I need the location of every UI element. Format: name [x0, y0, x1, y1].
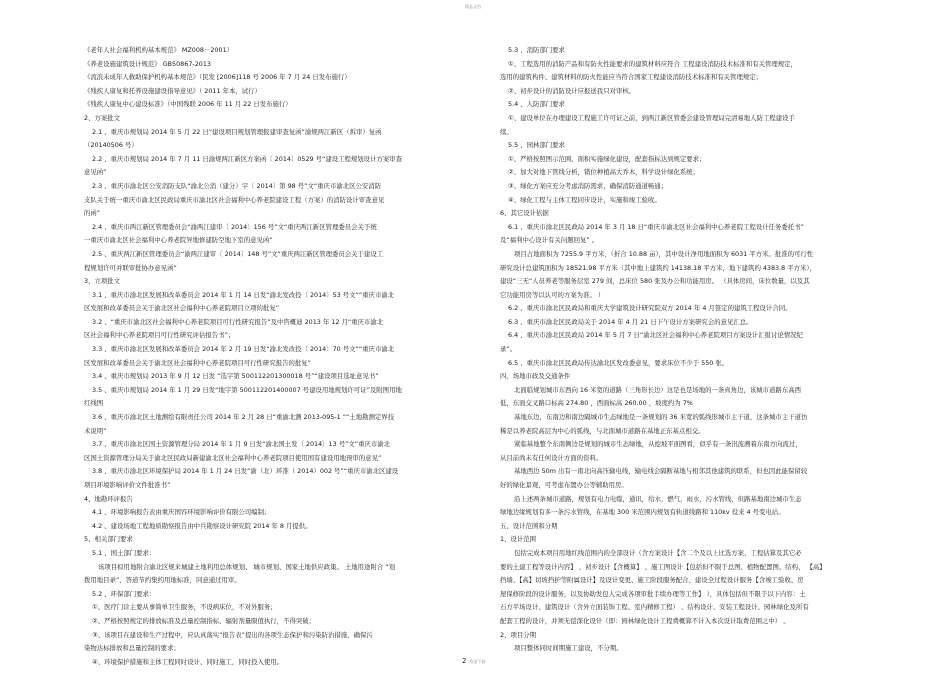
text-line: 它功能用房等以认可的方案为准。 ）	[500, 290, 605, 299]
text-line: 1、设计范围	[500, 535, 537, 544]
text-line: 6.2 、重庆市渝北区民政局和重庆大学建筑设计研究院双方 2014 年 4 月签定的建筑工程设计合同。	[508, 304, 792, 313]
text-line: 从目前尚未有任何设计方面的资料。	[500, 453, 603, 462]
text-line: 要的土建工程等设计内容】 、初步设计【含概算】 、施工图设计【包括但不限于总图、植物配置图、结构、 【高】	[500, 562, 826, 571]
text-line: 北面临规划城市东西向 16 米宽的道路（三角形长边）这是也是场地的一条真角边，该城市道路东高西	[514, 385, 801, 394]
text-line: 支队关于统一重庆市渝北区民政局重庆市渝北区社会福利中心养老院建设工程（方案）的消防设计审查意见	[84, 195, 385, 204]
text-line: 6.3 、重庆市渝北区民政局关于 2014 年 4 月 21 日下午设计方案研究会的意见汇总。	[508, 317, 753, 326]
text-line: 基地东边，东南边和南边隔城市生态绿地是一条规划的 36 米宽的弧线形城市主干道，这条城市主干道仿	[514, 413, 808, 422]
text-line: 挡墙、【高】切坡挡护等附属设计】及设计变更、施工阶段服务配合、建设全过程设计服务【含竣工验收、房	[500, 576, 804, 585]
text-line: 五、设计范围和分期	[500, 521, 558, 530]
text-line: ②、初步设计的消防设计应报送我只对审核。	[508, 86, 636, 95]
text-line: ①、医疗门诊主要从事简单卫生服务，不设病床位，不对外服务；	[92, 603, 277, 612]
text-line: 5.3 、消防部门要求	[508, 46, 565, 54]
text-line: 研究设计总建筑面积为 18521.98 平方米（其中地上建筑约 14138.18 平方米，地下建筑约 4383.8 平方米），	[500, 263, 817, 272]
text-line: 选用的建筑构件、建筑材料的防火性能应当符合国家工程建设消防技术标准和有关管理规定；	[500, 73, 763, 82]
text-line: 术说明”	[84, 426, 107, 435]
text-line: 5.4 、人防部门要求	[508, 100, 565, 109]
text-line: ①、工程选用的消防产品和有防火性能要求的建筑材料应符合 工程建设消防技术标准和有关管理规定，	[508, 59, 797, 68]
text-line: 《流浪未成年人救助保护机构基本规范》（民发 [2006]118 号 2006 年 7 月 24 日发布施行）	[84, 73, 351, 82]
text-line: 区国土资源管理分局关于渝北区民政局新建渝北区社会福利中心养老院项目使用国有建设用地预审的意见”	[84, 453, 382, 462]
text-line: ③、该项目在建设和生产过程中，应认真落实“报告表”提出的各项生态保护和污染防治措施，确保污	[92, 630, 373, 639]
text-line: 程规划许可并联审批协办意见函”	[84, 263, 177, 272]
text-line: 6.4 、重庆市渝北区民政局 2014 年 5 月 7 日“渝北区社会福利中心养老院项目方案设计汇报讨论情况纪	[508, 331, 803, 340]
text-line: 区发展和改革委员会关于渝北区社会福利中心养老院项目立项的批复”	[84, 304, 280, 313]
left-text-column	[84, 44, 452, 669]
text-line: 5.2 、环保部门要求：	[92, 589, 156, 598]
text-line: 区发展和改革委员会关于渝北区社会福利中心养老院项目可行性研究报告的批复”	[84, 358, 311, 367]
text-line: 紧临基地整个东南侧边是规划的城市生态绿地，从挖坡平面图看，似乎有一条汛流溯着东南方向流过，	[514, 440, 802, 449]
text-line: 3.2 、“重庆市渝北区社会福利中心养老院项目可行性研究报告”及中咨概迪 2013 年 12 月“重庆市渝北	[92, 317, 384, 326]
text-line: 《养老设施建筑设计规范》 GB50867-2013	[84, 59, 211, 68]
text-line: 基地西边 50m 出有一南北向高压输电线，输电线会隔断基地与相邻其他建筑的联系，但也因此能保留较	[514, 467, 808, 476]
text-line: 《残疾人康复和托养设施建设指导意见》（ 2011 年本，试行）	[84, 86, 261, 95]
text-line: 3.5 、重庆市规划局 2014 年 1 月 29 日发“地字第 500112201400007 号建设用地规划许可证”及附图用地	[92, 385, 402, 394]
text-line: 及“福利中心设计有关问题回复” 。	[500, 236, 599, 245]
text-line: 的函”	[84, 209, 101, 218]
text-line: 《老年人社会福利机构基本规范》 MZ008－2001）	[84, 46, 234, 54]
text-line: 4、地勘环评报告	[84, 494, 133, 503]
text-line: 好的绿化景观，可考虑布置办公等辅助用房。	[500, 481, 628, 489]
text-line: 6、其它设计依据	[500, 209, 549, 218]
right-text-column	[500, 44, 870, 656]
text-line: 项目整体同时间期施工建设，不分期。	[514, 644, 623, 653]
text-line: 屋保修阶段的设计服务，以及协助发包人完成各项审批手续办理等工作】 ），具体包括但不限于以下内容：土	[500, 589, 806, 598]
text-line: （20140506 号）	[84, 141, 138, 150]
text-line: 四、场地市政及交通条件	[500, 372, 571, 381]
page-footer	[462, 657, 485, 665]
text-line: ①、严格按照图示范围、面积实施绿化建设，配套指标达到规定要求；	[508, 154, 706, 163]
text-line: 2.1 、重庆市规划局 2014 年 5 月 22 日“建设项目规划管理报建审查复函”渝规两江新区（拆审）复函	[92, 127, 382, 136]
text-line: 2.2 、重庆市规划局 2014 年 7 月 11 日渝规两江新区方案函〔 2014〕0529 号“建设工程规划设计方案审查	[92, 154, 403, 163]
text-line: 5.1 、国土部门要求：	[92, 548, 156, 557]
text-line: 2.3 、重庆市渝北区公安消防支队“渝北公消（建分）字〔 2014〕第 98 号”文“重庆市渝北区公安消防	[92, 181, 382, 190]
text-line: 石方平场设计、建筑设计（含外立面装饰工程、室内精修工程） 、结构设计、安装工程设计、园林绿化及所有	[500, 603, 809, 612]
text-line: 拨用地目录”，答道节约集约用地标准，同意通过用审。	[84, 576, 241, 585]
text-line: 录”。	[500, 345, 517, 354]
text-line: 3.8 、重庆市渝北区环境保护局 2014 年 1 月 24 日发“渝（北）环准（ 2014）002 号”“重庆市渝北区建设	[92, 467, 399, 476]
text-line: 2.4 、重庆市两江新区管理委员会“渝两江建审〔 2014〕156 号”文“重庆两江新区管理委员会关于统	[92, 222, 377, 231]
footer-note: 欢迎下载	[469, 659, 486, 664]
text-line: 红线图	[84, 399, 104, 408]
text-line: ①、建设单位在办理建设工程施工许可证之前，到两江新区管委会建设管理局完清易地人防工程建设手	[508, 113, 795, 122]
header-watermark: 精品文档	[465, 4, 481, 9]
text-line: 2.5 、重庆两江新区管理委员会“渝两江建审〔 2014〕148 号”文“重庆两江新区管理委员会关于建设工	[92, 249, 384, 258]
text-line: 建设“三无”人员养老等服务层室 279 间，总床位 580 张及办公和功能用房。 （具体房间，床位数量，以及其	[500, 277, 810, 286]
text-line: 项目环境影响评价文件批准书”	[84, 481, 171, 489]
text-line: 一重庆市渝北区社会福利中心养老院异地修建防空地下室的意见函”	[84, 236, 273, 245]
text-line: 区社会福利中心养老院项目可行性研究评估报告书”；	[84, 331, 235, 340]
text-line: 3.6 、重庆市渝北区土地测绘有限责任公司 2014 年 2 月 28 日“重渝北测 2013-095-1 ”“土地勘测定界技	[92, 413, 395, 422]
text-line: ②、严格按照规定的排放标准及总量控制指标、辐射剂量限值执行，不得突破；	[92, 616, 316, 625]
text-line: 5.5 、园林部门要求	[508, 141, 565, 150]
text-line: 项目占地面积为 7255.9 平方米，（折合 10.88 亩），其中设计净用地面积为 6031 平方米。批准的可行性	[514, 249, 814, 258]
text-line: ④、绿化工程与主体工程同步设计，实施和竣工验收。	[508, 195, 661, 204]
text-line: 稀是以养老院高层为中心的弧线，与北面城市道路在基地正东基点相交。	[500, 426, 705, 435]
text-line: 染物达标排放和总量控制的要求；	[84, 644, 180, 653]
text-line: 3、立项批文	[84, 277, 121, 286]
text-line: 沿上述两条城市道路，规划有电力电缆，通讯，给水，燃气，雨水，污水管线，但路基地南边城市生态	[514, 494, 802, 503]
text-line: 3.7 、重庆市渝北区国土资源管理分局 2014 年 1 月 9 日发“渝北国土发〔 2014〕13 号”文“重庆市渝北	[92, 440, 391, 449]
text-line: ③、绿化方案应充分考虑消防需求，确保消防通道畅通；	[508, 181, 668, 190]
text-line: 包括完成本项目用地红线范围内的全部设计（含方案设计【含二个及以上比选方案、工程估算及其它必	[514, 548, 802, 557]
text-line: 配套工程的设计，并须无偿深化设计（即：园林绿化设计工程费概算不计入本次设计取费范围之中） 。	[500, 616, 790, 625]
text-line: 《残疾人康复中心建设标准》（中国残联 2006 年 11 月 22 日发布施行）	[84, 100, 292, 109]
text-line: 3.3 、重庆市渝北区发展和改革委员会 2014 年 2 月 19 日发“渝北发改投〔 2014〕70 号文”“重庆市渝北	[92, 345, 395, 354]
text-line: 低，东面交叉路口标高 274.80 ，西面标高 260.00 ，坡度约为 7%	[500, 399, 693, 408]
text-line: 4.1 、环境影响报告表由重庆国容环境影响评价有限公司编制；	[92, 508, 271, 517]
text-line: 3.4 、重庆市规划局 2013 年 9 月 12 日发 “选字第 500112201300018 号”“建设项目选址意见书”	[92, 372, 379, 381]
text-line: 4.2 、建设场地工程地质勘察报告由中兵勘察设计研究院 2014 年 8 月提供。	[92, 521, 312, 530]
text-line: 该项目拟用地附合渝北区规来城建土地利用总体规划、 城市规划、国家土地供应政策。 土地用途附合 “划	[98, 562, 395, 571]
text-line: 2、方案批文	[84, 113, 121, 122]
text-line: ②、加大对地下管线分析，错位种植高大乔木，科学设计绿化系统；	[508, 168, 700, 177]
text-line: 续。	[500, 127, 513, 136]
text-line: 2、项目分期	[500, 630, 537, 639]
text-line: 3.1 、重庆市渝北区发展和改革委员会 2014 年 1 月 14 日发“渝北发改投〔 2014〕53 号文”“重庆市渝北	[92, 290, 395, 299]
text-line: 5、相关部门要求	[84, 535, 133, 544]
page-number: 2	[462, 657, 467, 665]
text-line: 意见函”	[84, 168, 107, 177]
text-line: 6.5 、重庆市渝北区民政局传达渝北区发改委意见，要求床位不少于 550 张。	[508, 358, 729, 367]
text-line: ④、环境保护措施和主体工程同时设计、同时施工，同时投入使用。	[92, 657, 284, 666]
text-line: 6.1 、重庆市渝北区民政局 2014 年 3 月 18 日“重庆市渝北区社会福利中心养老院工程设计任务委托书”	[508, 222, 804, 231]
text-line: 绿地边缘规划有多一条污水管线，在基地 300 米范围内规划有轨道线路和 110kv 役来 4 号变电站。	[500, 508, 785, 517]
